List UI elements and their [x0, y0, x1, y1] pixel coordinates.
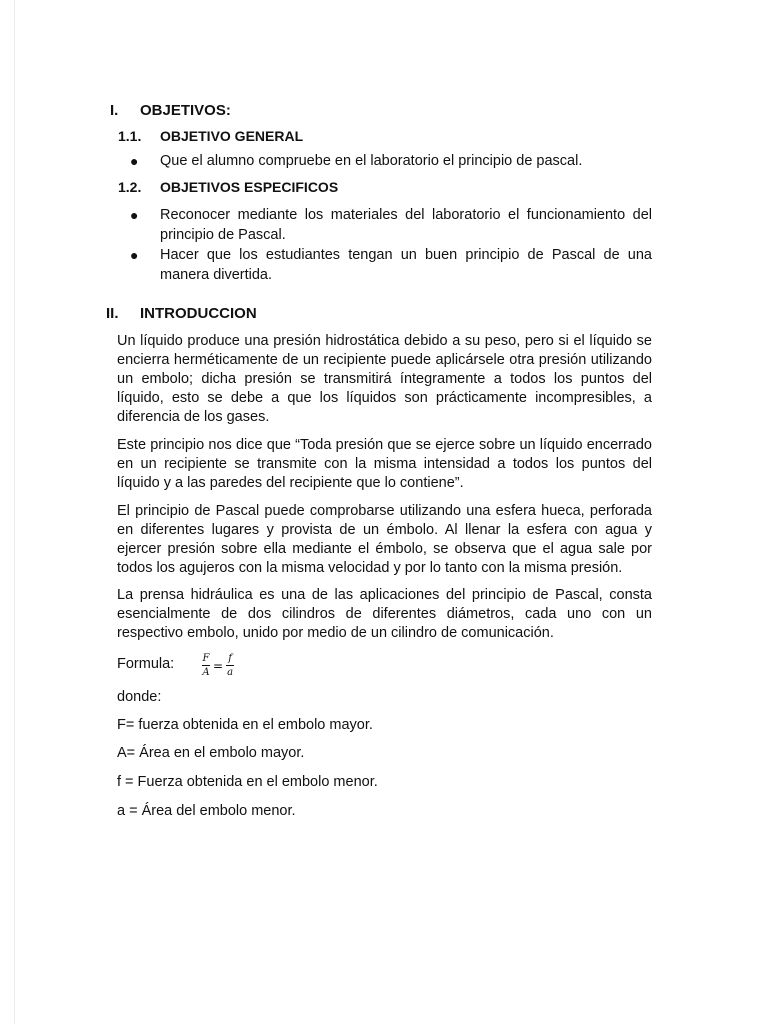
bullet-text: Hacer que los estudiantes tengan un buen principio de Pascal de una manera divertida.: [160, 247, 652, 283]
donde-label: donde:: [117, 689, 162, 705]
subsection-heading-objetivo-general: [118, 128, 303, 144]
section-heading-objetivos: [110, 102, 231, 119]
fraction-numerator: f: [228, 653, 232, 664]
fraction-numerator: F: [202, 653, 210, 664]
bullet-text: Que el alumno compruebe en el laboratorio el principio de pascal.: [160, 153, 583, 169]
equals-sign: =: [213, 658, 224, 673]
paragraph: La prensa hidráulica es una de las aplicaciones del principio de Pascal, consta esencialmente de dos cilindros de diferentes diámetros, cada uno con un respectivo embolo, unido por medio de un cilindro de comunicación.: [117, 587, 652, 641]
subsection-title: OBJETIVO GENERAL: [160, 128, 304, 144]
list-item: [130, 151, 652, 171]
fraction-left: [202, 653, 210, 678]
subsection-title: OBJETIVOS ESPECIFICOS: [160, 179, 339, 195]
bullet-icon: ●: [130, 207, 139, 223]
section-number: I.: [110, 102, 119, 119]
definition-item: f = Fuerza obtenida en el embolo menor.: [117, 774, 378, 790]
bullet-icon: ●: [130, 247, 139, 263]
section-heading-introduccion: [106, 305, 257, 322]
paragraph: El principio de Pascal puede comprobarse utilizando una esfera hueca, perforada en diferentes lugares y provista de un émbolo. Al llenar la esfera con agua y ejercer presión sobre ella mediante el émbolo, se observa que el agua sale por todos los agujeros con la misma velocidad y por lo tanto con la misma presión.: [117, 503, 652, 576]
definition-item: A= Área en el embolo mayor.: [117, 745, 305, 761]
formula-label: Formula:: [117, 656, 175, 672]
definition-item: a = Área del embolo menor.: [117, 803, 296, 819]
formula: [202, 653, 234, 678]
definition-item: F= fuerza obtenida en el embolo mayor.: [117, 717, 373, 733]
subsection-number: 1.1.: [118, 128, 142, 144]
paragraph: Un líquido produce una presión hidrostática debido a su peso, pero si el líquido se encierra herméticamente de un recipiente puede aplicársele otra presión utilizando un embolo; dicha presión se transmitirá íntegramente a todos los puntos del líquido, esto se debe a que los líquidos son prácticamente incompresibles, a diferencia de los gases.: [117, 333, 652, 425]
fraction-bar: [226, 665, 234, 666]
bullet-text: Reconocer mediante los materiales del laboratorio el funcionamiento del principio de Pascal.: [160, 207, 652, 243]
section-title: INTRODUCCION: [140, 305, 257, 322]
fraction-denominator: a: [227, 667, 234, 678]
paragraph: Este principio nos dice que “Toda presión que se ejerce sobre un líquido encerrado en un recipiente se transmite con la misma intensidad a todos los puntos del líquido y a las paredes del recipiente que lo contiene”.: [117, 437, 652, 491]
fraction-denominator: A: [202, 667, 210, 678]
fraction-right: [226, 653, 234, 678]
list-item: [130, 245, 652, 285]
fraction-bar: [202, 665, 210, 666]
section-title: OBJETIVOS:: [140, 102, 231, 119]
bullet-icon: ●: [130, 153, 139, 169]
section-number: II.: [106, 305, 119, 322]
subsection-number: 1.2.: [118, 179, 142, 195]
subsection-heading-objetivos-especificos: [118, 179, 338, 195]
list-item: [130, 205, 652, 245]
